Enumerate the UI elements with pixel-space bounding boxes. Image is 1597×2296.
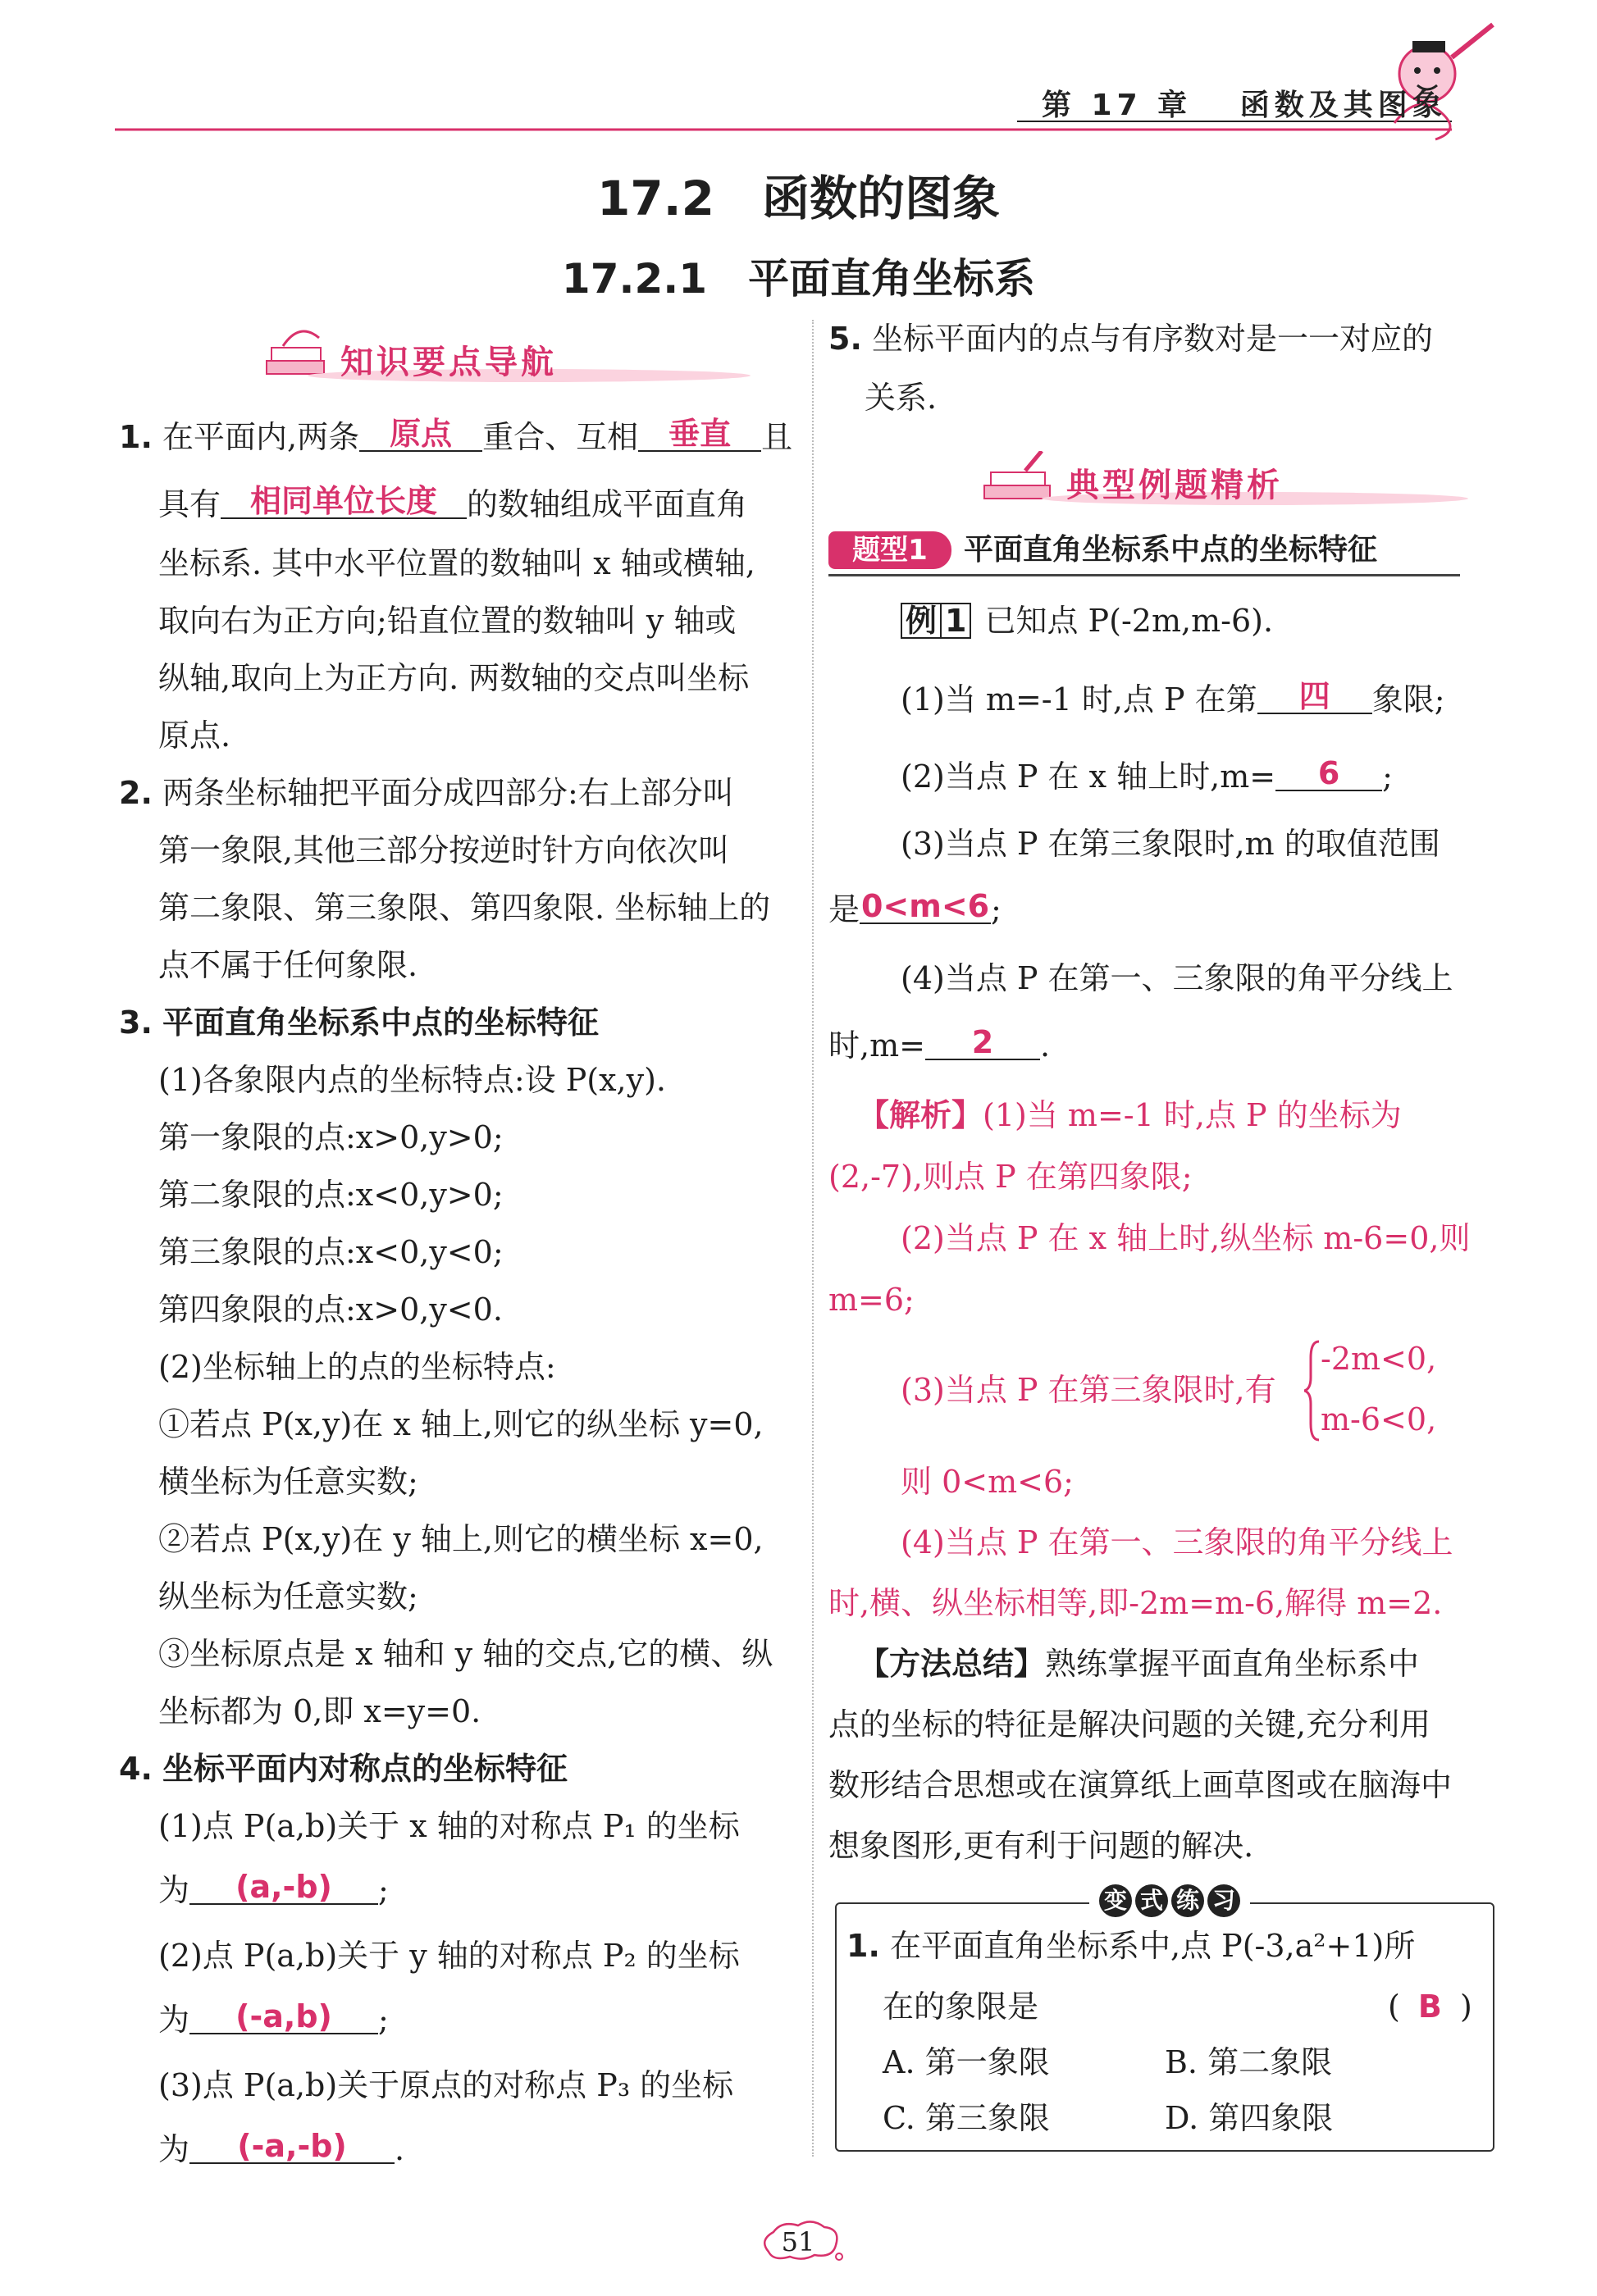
examples-banner-label: 典型例题精析 (1066, 467, 1283, 504)
p1-line4: 取向右为正方向;铅直位置的数轴叫 y 轴或 (158, 603, 737, 639)
answer-blank: 四 (1257, 680, 1372, 714)
answer-blank: (a,-b) (189, 1870, 378, 1905)
practice-answer: ( B ) (1388, 1988, 1472, 2025)
p3-line2: 第一象限的点:x>0,y>0; (158, 1119, 504, 1155)
example-q4: (4)当点 P 在第一、三象限的角平分线上 (901, 960, 1453, 996)
option-a: A. 第一象限 (883, 2044, 1050, 2080)
analysis-line4: m=6; (828, 1282, 915, 1318)
p3-line3: 第二象限的点:x<0,y>0; (158, 1177, 504, 1213)
p3-line1: (1)各象限内点的坐标特点:设 P(x,y). (158, 1062, 666, 1098)
summary-line1: 【方法总结】熟练掌握平面直角坐标系中 (858, 1646, 1420, 1682)
p1-line6: 原点. (158, 718, 231, 754)
option-b: B. 第二象限 (1165, 2044, 1333, 2080)
example-q3-answer: 是0<m<6; (828, 888, 1002, 927)
summary-line4: 想象图形,更有利于问题的解决. (828, 1828, 1254, 1864)
p1-line3: 坐标系. 其中水平位置的数轴叫 x 轴或横轴, (158, 545, 755, 581)
examples-banner (976, 451, 1468, 508)
p3-line12: 坐标都为 0,即 x=y=0. (158, 1693, 481, 1729)
p4-line3: (2)点 P(a,b)关于 y 轴的对称点 P₂ 的坐标 (158, 1938, 740, 1974)
p3-line11: ③坐标原点是 x 轴和 y 轴的交点,它的横、纵 (158, 1636, 773, 1672)
practice-tag: 变 式 练 习 (1089, 1884, 1250, 1920)
system-eq1: -2m<0, (1321, 1341, 1437, 1377)
p3-title: 3. 平面直角坐标系中点的坐标特征 (119, 1004, 599, 1041)
header-text (1042, 82, 1480, 124)
p3-line9: ②若点 P(x,y)在 y 轴上,则它的横坐标 x=0, (158, 1521, 764, 1557)
p4-title: 4. 坐标平面内对称点的坐标特征 (119, 1751, 568, 1787)
option-d: D. 第四象限 (1165, 2100, 1334, 2136)
p4-line4: 为 (-a,b) ; (158, 1998, 389, 2038)
chapter-title: 函数及其图象 (1239, 89, 1447, 122)
answer-blank: 垂直 (638, 417, 761, 452)
practice-box (835, 1887, 1494, 2152)
answer-blank: 2 (925, 1026, 1040, 1060)
p4-line2: 为 (a,-b) ; (158, 1869, 389, 1908)
p1-line2: 具有 相同单位长度 的数轴组成平面直角 (158, 483, 748, 522)
p2-line3: 第二象限、第三象限、第四象限. 坐标轴上的 (158, 890, 771, 926)
p1-line1: 1. 在平面内,两条 原点 重合、互相 垂直 且 (119, 416, 793, 455)
p2-line4: 点不属于任何象限. (158, 947, 418, 983)
example-label: 例 1 (901, 603, 971, 639)
p3-line4: 第三象限的点:x<0,y<0; (158, 1234, 504, 1270)
analysis-line3: (2)当点 P 在 x 轴上时,纵坐标 m-6=0,则 (901, 1220, 1471, 1256)
example-stem: 例 1 已知点 P(-2m,m-6). (901, 600, 1273, 641)
p4-line1: (1)点 P(a,b)关于 x 轴的对称点 P₁ 的坐标 (158, 1808, 740, 1844)
answer-blank: 0<m<6 (860, 888, 990, 924)
example-q4-answer: 时,m= 2 . (828, 1024, 1051, 1064)
analysis-line6: 则 0<m<6; (901, 1464, 1074, 1500)
p2-line1: 2. 两条坐标轴把平面分成四部分:右上部分叫 (119, 775, 734, 811)
answer-blank: 6 (1275, 757, 1382, 791)
answer-blank: 相同单位长度 (221, 485, 467, 519)
analysis-line1: 【解析】(1)当 m=-1 时,点 P 的坐标为 (858, 1097, 1402, 1133)
p2-line2: 第一象限,其他三部分按逆时针方向依次叫 (158, 832, 730, 868)
analysis-line8: 时,横、纵坐标相等,即-2m=m-6,解得 m=2. (828, 1585, 1443, 1621)
page-number: 51 (781, 2226, 815, 2257)
practice-q-line2: 在的象限是 (883, 1988, 1039, 2025)
question-type-title: 平面直角坐标系中点的坐标特征 (964, 533, 1378, 567)
analysis-line5: (3)当点 P 在第三象限时,有 (901, 1372, 1276, 1408)
p3-line8: 横坐标为任意实数; (158, 1464, 418, 1500)
question-type-badge: 题型1 (828, 531, 951, 569)
option-c: C. 第三象限 (883, 2100, 1050, 2136)
example-q2: (2)当点 P 在 x 轴上时,m= 6 ; (901, 755, 1393, 795)
knowledge-banner (258, 328, 751, 385)
p4-line6: 为 (-a,-b) . (158, 2128, 405, 2167)
practice-q-line1: 1. 在平面直角坐标系中,点 P(-3,a²+1)所 (846, 1928, 1416, 1964)
page-number-badge (757, 2221, 847, 2263)
p3-line10: 纵坐标为任意实数; (158, 1578, 418, 1615)
example-q3: (3)当点 P 在第三象限时,m 的取值范围 (901, 826, 1440, 862)
p5-line1: 5. 坐标平面内的点与有序数对是一一对应的 (828, 321, 1433, 357)
answer-blank: 原点 (359, 417, 482, 452)
system-brace-icon (1304, 1338, 1321, 1445)
answer-blank: (-a,b) (189, 2000, 378, 2034)
analysis-line7: (4)当点 P 在第一、三象限的角平分线上 (901, 1524, 1453, 1560)
knowledge-banner-label: 知识要点导航 (340, 344, 557, 381)
answer-blank: (-a,-b) (189, 2130, 395, 2164)
example-q1: (1)当 m=-1 时,点 P 在第 四 象限; (901, 678, 1445, 718)
system-eq2: m-6<0, (1321, 1401, 1437, 1437)
p5-line2: 关系. (865, 380, 938, 416)
p1-line5: 纵轴,取向上为正方向. 两数轴的交点叫坐标 (158, 660, 750, 696)
p3-line5: 第四象限的点:x>0,y<0. (158, 1292, 503, 1328)
subsection-title: 17.2.1 平面直角坐标系 (561, 255, 1036, 303)
p4-line5: (3)点 P(a,b)关于原点的对称点 P₃ 的坐标 (158, 2067, 734, 2103)
column-divider (812, 320, 814, 2157)
summary-line3: 数形结合思想或在演算纸上画草图或在脑海中 (828, 1767, 1453, 1803)
chapter-number: 第 17 章 (1042, 89, 1193, 122)
summary-line2: 点的坐标的特征是解决问题的关键,充分利用 (828, 1706, 1431, 1742)
page-header (0, 0, 1597, 144)
analysis-line2: (2,-7),则点 P 在第四象限; (828, 1159, 1193, 1195)
p3-line6: (2)坐标轴上的点的坐标特点: (158, 1349, 556, 1385)
p3-line7: ①若点 P(x,y)在 x 轴上,则它的纵坐标 y=0, (158, 1406, 764, 1442)
section-title: 17.2 函数的图象 (596, 171, 1001, 226)
question-type-rule (828, 574, 1460, 576)
